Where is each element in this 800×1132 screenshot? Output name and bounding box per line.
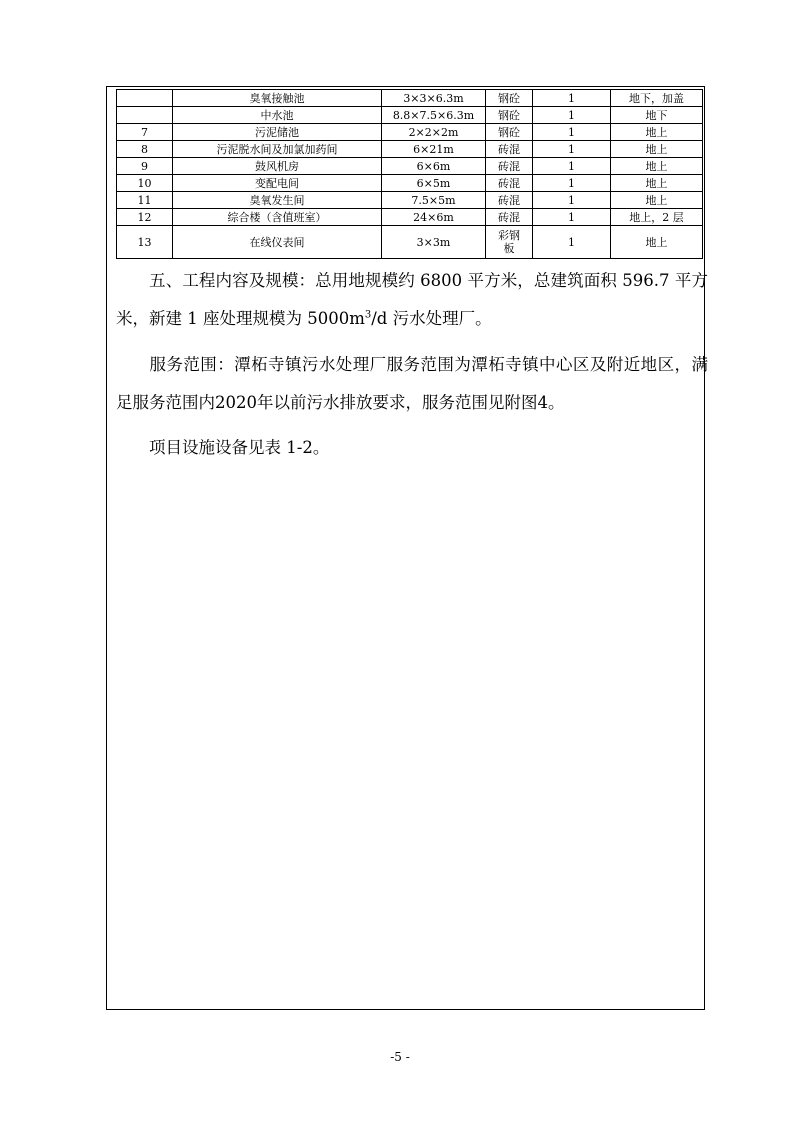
facility-name: 变配电间 xyxy=(173,175,382,192)
facility-quantity: 1 xyxy=(533,209,611,226)
row-number: 13 xyxy=(117,226,173,259)
scope-paragraph xyxy=(116,262,708,338)
facility-size: 24×6m xyxy=(382,209,486,226)
facility-name: 污泥脱水间及加氯加药间 xyxy=(173,141,382,158)
facility-size: 8.8×7.5×6.3m xyxy=(382,107,486,124)
material-line-2: 板 xyxy=(503,242,515,255)
row-number xyxy=(117,107,173,124)
scope-text: 五、工程内容及规模：总用地规模约 6800 平方米，总建筑面积 596.7 平方米，新建 1 座处理规模为 5000m xyxy=(116,271,708,328)
page-number: -5 - xyxy=(390,1050,410,1064)
facility-quantity: 1 xyxy=(533,226,611,259)
facility-material: 钢砼 xyxy=(486,90,533,107)
table-row xyxy=(117,226,703,259)
facility-material xyxy=(486,226,533,259)
row-number: 10 xyxy=(117,175,173,192)
facility-name: 污泥储池 xyxy=(173,124,382,141)
table-row xyxy=(117,192,703,209)
facility-quantity: 1 xyxy=(533,90,611,107)
facility-name: 鼓风机房 xyxy=(173,158,382,175)
equipment-reference-paragraph xyxy=(116,429,708,467)
facility-location: 地上，2 层 xyxy=(611,209,703,226)
table-row xyxy=(117,175,703,192)
facility-location: 地下 xyxy=(611,107,703,124)
row-number: 11 xyxy=(117,192,173,209)
material-line-1: 彩钢 xyxy=(498,229,520,242)
facility-material: 砖混 xyxy=(486,209,533,226)
table-row xyxy=(117,141,703,158)
facility-name: 综合楼（含值班室） xyxy=(173,209,382,226)
facility-location: 地上 xyxy=(611,124,703,141)
facility-material: 钢砼 xyxy=(486,107,533,124)
table-row xyxy=(117,90,703,107)
facility-location: 地下，加盖 xyxy=(611,90,703,107)
cubic-superscript: 3 xyxy=(364,309,372,321)
facility-quantity: 1 xyxy=(533,141,611,158)
facility-size: 6×21m xyxy=(382,141,486,158)
row-number xyxy=(117,90,173,107)
table-row xyxy=(117,209,703,226)
facility-material: 钢砼 xyxy=(486,124,533,141)
row-number: 12 xyxy=(117,209,173,226)
facilities-table xyxy=(116,89,703,259)
facility-quantity: 1 xyxy=(533,124,611,141)
facility-size: 2×2×2m xyxy=(382,124,486,141)
facility-name: 臭氧接触池 xyxy=(173,90,382,107)
facility-size: 6×6m xyxy=(382,158,486,175)
facility-size: 6×5m xyxy=(382,175,486,192)
service-area-paragraph xyxy=(116,346,708,422)
facility-location: 地上 xyxy=(611,226,703,259)
table-row xyxy=(117,107,703,124)
facility-name: 中水池 xyxy=(173,107,382,124)
row-number: 8 xyxy=(117,141,173,158)
facility-location: 地上 xyxy=(611,158,703,175)
facility-location: 地上 xyxy=(611,141,703,158)
service-area-text: 服务范围：潭柘寺镇污水处理厂服务范围为潭柘寺镇中心区及附近地区，满足服务范围内2020年以前污水排放要求，服务范围见附图4。 xyxy=(116,355,708,412)
facility-size: 3×3×6.3m xyxy=(382,90,486,107)
facility-material: 砖混 xyxy=(486,192,533,209)
row-number: 9 xyxy=(117,158,173,175)
scope-text-end: /d 污水处理厂。 xyxy=(371,309,492,328)
facility-quantity: 1 xyxy=(533,158,611,175)
facility-quantity: 1 xyxy=(533,192,611,209)
row-number: 7 xyxy=(117,124,173,141)
table-row xyxy=(117,158,703,175)
equipment-reference-text: 项目设施设备见表 1-2。 xyxy=(149,438,330,457)
facility-material: 砖混 xyxy=(486,175,533,192)
facility-location: 地上 xyxy=(611,175,703,192)
facility-size: 3×3m xyxy=(382,226,486,259)
facility-material: 砖混 xyxy=(486,141,533,158)
facility-material: 砖混 xyxy=(486,158,533,175)
facility-name: 臭氧发生间 xyxy=(173,192,382,209)
facility-name: 在线仪表间 xyxy=(173,226,382,259)
facility-quantity: 1 xyxy=(533,107,611,124)
facility-quantity: 1 xyxy=(533,175,611,192)
facility-location: 地上 xyxy=(611,192,703,209)
table-row xyxy=(117,124,703,141)
facility-size: 7.5×5m xyxy=(382,192,486,209)
